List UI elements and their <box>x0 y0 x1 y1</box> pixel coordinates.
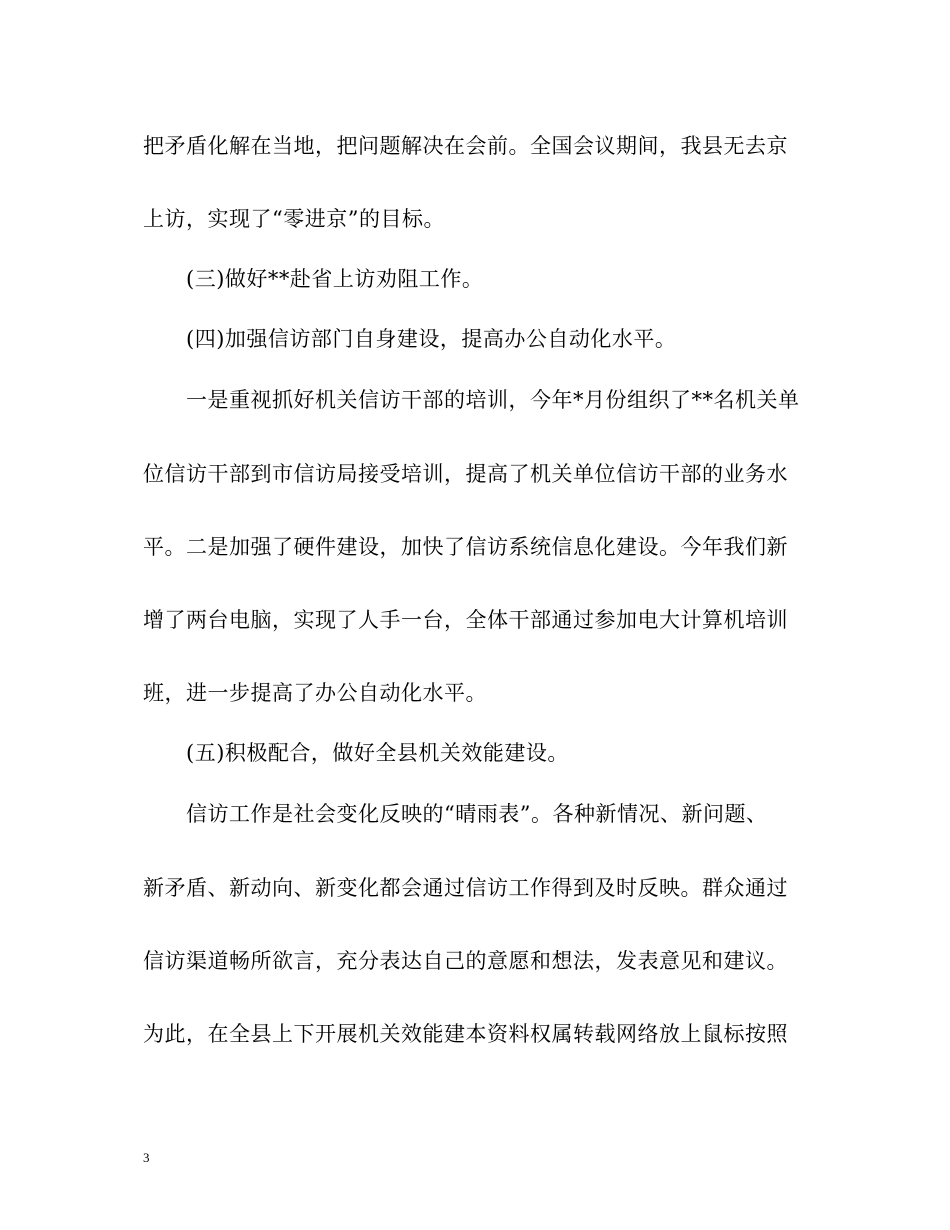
text-line: 信访工作是社会变化反映的“晴雨表”。各种新情况、新问题、 <box>186 802 768 826</box>
text-line: 信访渠道畅所欲言，充分表达自己的意愿和想法，发表意见和建议。 <box>143 949 788 973</box>
text-line: 班，进一步提高了办公自动化水平。 <box>143 681 487 705</box>
text-line: 新矛盾、新动向、新变化都会通过信访工作得到及时反映。群众通过 <box>143 876 788 900</box>
text-line: 增了两台电脑，实现了人手一台，全体干部通过参加电大计算机培训 <box>143 608 788 632</box>
text-line: 位信访干部到市信访局接受培训，提高了机关单位信访干部的业务水 <box>143 462 788 486</box>
page-number: 3 <box>143 1150 150 1165</box>
text-line: 为此，在全县上下开展机关效能建本资料权属转载网络放上鼠标按照 <box>143 1022 788 1046</box>
text-line: 上访，实现了“零进京”的目标。 <box>143 207 445 231</box>
text-line: 一是重视抓好机关信访干部的培训，今年*月份组织了**名机关单 <box>186 388 800 412</box>
section-heading: (五)积极配合，做好全县机关效能建设。 <box>186 741 569 765</box>
text-line: 把矛盾化解在当地，把问题解决在会前。全国会议期间，我县无去京 <box>143 134 788 158</box>
section-heading: (四)加强信访部门自身建设，提高办公自动化水平。 <box>186 327 677 351</box>
text-line: 平。二是加强了硬件建设，加快了信访系统信息化建设。今年我们新 <box>143 535 788 559</box>
section-heading: (三)做好**赴省上访劝阻工作。 <box>186 267 484 291</box>
